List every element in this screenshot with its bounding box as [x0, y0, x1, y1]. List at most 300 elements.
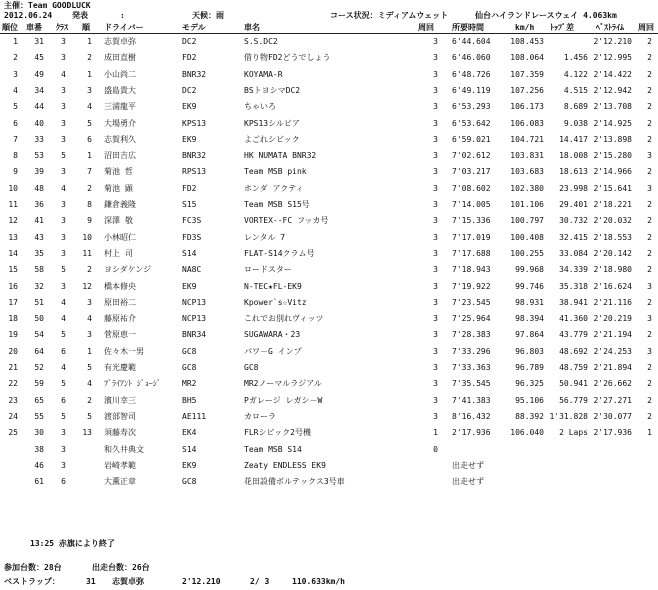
cell-model: EK4 [182, 428, 197, 438]
cell-no: 61 [34, 477, 44, 487]
cell-driver: 鎌倉義隆 [104, 200, 136, 209]
cell-no: 41 [34, 216, 44, 226]
table-row [0, 232, 658, 248]
cell-driver: 橋本修央 [104, 281, 136, 291]
cell-cls: 4 [61, 314, 66, 324]
cell-pos: 20 [8, 346, 18, 356]
cell-pos: 12 [8, 216, 18, 226]
cell-no: 53 [34, 151, 44, 161]
cell-driver: ﾌﾞﾗｲｱﾝﾄ ｼﾞｮｰｼﾞ [104, 379, 161, 389]
cell-best: 2'14.422 [593, 69, 632, 79]
cell-no: 40 [34, 118, 44, 128]
cell-model: S15 [182, 200, 197, 209]
best-lap-driver: 志賀卓弥 [112, 577, 144, 586]
cell-cpos: 3 [87, 297, 92, 307]
cell-pos: 25 [8, 428, 18, 438]
cell-bl: 2 [647, 265, 652, 275]
cell-pos: 2 [13, 53, 18, 63]
cell-no: 52 [34, 363, 44, 372]
cell-best: 2'12.942 [593, 85, 632, 95]
cell-cls: 3 [61, 134, 66, 144]
cell-kmh: 106.040 [510, 428, 544, 438]
cell-name: HK NUMATA BNR32 [244, 151, 317, 161]
announce-label: 発表 [72, 11, 88, 20]
cell-kmh: 102.380 [510, 183, 544, 193]
cell-no: 58 [34, 265, 44, 275]
cell-kmh: 96.789 [515, 363, 544, 372]
cell-time: 7'23.545 [452, 297, 491, 307]
cell-kmh: 106.173 [510, 102, 544, 112]
cell-cpos: 2 [87, 265, 92, 275]
cell-time: 7'15.336 [452, 216, 491, 226]
cell-name: Zeaty ENDLESS EK9 [244, 460, 326, 470]
cell-time: 8'16.432 [452, 411, 491, 421]
cell-name: パワ－G インプ [244, 346, 302, 356]
cell-laps: 3 [433, 200, 438, 209]
cell-best: 2'20.032 [593, 216, 632, 226]
cell-bl: 1 [647, 428, 652, 438]
cell-laps: 3 [433, 330, 438, 340]
col-class-pos: 順 [82, 23, 90, 32]
cell-gap: 32.415 [559, 232, 588, 242]
table-row [0, 427, 658, 443]
cell-cpos: 1 [87, 69, 92, 79]
cell-name: Kpower`s☆Vitz [244, 297, 307, 307]
cell-name: Team MSB pink [244, 167, 307, 177]
cell-cls: 5 [61, 330, 66, 340]
cell-model: FC3S [182, 216, 202, 226]
table-row [0, 460, 658, 476]
col-car-name: 車名 [244, 23, 260, 32]
cell-bl: 2 [647, 53, 652, 63]
table-row [0, 166, 658, 182]
cell-kmh: 108.064 [510, 53, 544, 63]
table-row [0, 297, 658, 313]
cell-cls: 5 [61, 265, 66, 275]
col-driver: ドライバー [104, 23, 144, 32]
cell-pos: 10 [8, 183, 18, 193]
cell-bl: 3 [647, 183, 652, 193]
cell-driver: 志賀卓弥 [104, 37, 136, 46]
cell-no: 32 [34, 281, 44, 291]
cell-pos: 22 [8, 379, 18, 389]
cell-laps: 3 [433, 85, 438, 95]
cell-laps: 3 [433, 102, 438, 112]
cell-time: 出走せず [452, 477, 484, 487]
cell-laps: 3 [433, 395, 438, 405]
cell-model: S14 [182, 444, 197, 454]
cell-cls: 3 [61, 444, 66, 454]
cell-no: 48 [34, 183, 44, 193]
table-row [0, 118, 658, 134]
cell-time: 出走せず [452, 460, 484, 470]
best-lap-label: ベストラップ： [4, 577, 60, 586]
table-row [0, 346, 658, 362]
cell-bl: 2 [647, 85, 652, 95]
cell-no: 44 [34, 102, 44, 112]
col-speed: km/h [515, 23, 535, 32]
cell-model: FD3S [182, 232, 202, 242]
table-row [0, 411, 658, 427]
cell-driver: 盛島貴大 [104, 85, 136, 95]
cell-best: 2'20.219 [593, 314, 632, 324]
cell-driver: 村上 司 [104, 248, 133, 258]
cell-cpos: 2 [87, 53, 92, 63]
cell-kmh: 104.721 [510, 134, 544, 144]
cell-time: 7'17.019 [452, 232, 491, 242]
cell-driver: 渡部智司 [104, 411, 136, 421]
cell-bl: 3 [647, 346, 652, 356]
cell-pos: 16 [8, 281, 18, 291]
cell-pos: 13 [8, 232, 18, 242]
cell-no: 65 [34, 395, 44, 405]
cell-cls: 5 [61, 411, 66, 421]
cell-model: FD2 [182, 183, 197, 193]
cell-cpos: 9 [87, 216, 92, 226]
cell-time: 7'35.545 [452, 379, 491, 389]
cell-driver: 藤原祐介 [104, 314, 136, 324]
cell-laps: 3 [433, 183, 438, 193]
cell-driver: 原田裕二 [104, 297, 136, 307]
cell-model: NCP13 [182, 297, 207, 307]
cell-gap: 4.122 [563, 69, 588, 79]
cell-laps: 3 [433, 37, 438, 46]
col-best-lap: ﾍﾞｽﾄﾗｲﾑ [596, 23, 624, 32]
cell-bl: 2 [647, 379, 652, 389]
best-lap-time: 2'12.210 [182, 577, 221, 586]
cell-driver: 菊池 顕 [104, 183, 133, 193]
cell-pos: 19 [8, 330, 18, 340]
cell-driver: 須藤寿次 [104, 428, 136, 438]
cell-no: 34 [34, 85, 44, 95]
cell-pos: 3 [13, 69, 18, 79]
cell-pos: 18 [8, 314, 18, 324]
cell-driver: 岩崎孝範 [104, 460, 136, 470]
col-best-lap-no: 周回 [638, 23, 654, 32]
cell-cpos: 4 [87, 379, 92, 389]
cell-name: GC8 [244, 363, 259, 372]
cell-best: 2'14.925 [593, 118, 632, 128]
cell-driver: 佐々木一男 [104, 346, 144, 356]
cell-cpos: 5 [87, 363, 92, 372]
cell-time: 7'14.005 [452, 200, 491, 209]
cell-name: Team MSB S14 [244, 444, 302, 454]
cell-time: 7'33.296 [452, 346, 491, 356]
cell-model: GC8 [182, 477, 197, 487]
cell-model: BH5 [182, 395, 197, 405]
cell-no: 49 [34, 69, 44, 79]
cell-cls: 3 [61, 428, 66, 438]
cell-no: 51 [34, 297, 44, 307]
best-lap-lap: 2/ 3 [250, 577, 270, 586]
cell-driver: 和久井典文 [104, 444, 144, 454]
cell-model: S14 [182, 248, 197, 258]
cell-best: 2'21.116 [593, 297, 632, 307]
cell-kmh: 100.408 [510, 232, 544, 242]
cell-time: 7'28.383 [452, 330, 491, 340]
time-separator: : [120, 11, 125, 20]
cell-laps: 3 [433, 232, 438, 242]
cell-laps: 3 [433, 265, 438, 275]
cell-cpos: 1 [87, 346, 92, 356]
cell-gap: 43.779 [559, 330, 588, 340]
cell-cls: 3 [61, 37, 66, 46]
cell-laps: 3 [433, 248, 438, 258]
cell-model: BNR34 [182, 330, 207, 340]
cell-driver: 濱川幸三 [104, 395, 136, 405]
cell-gap: 2 Laps [559, 428, 588, 438]
cell-name: ロードスター [244, 265, 292, 275]
table-row [0, 476, 658, 492]
cell-driver: 成田直樹 [104, 53, 136, 63]
cell-name: ちゃいろ [244, 102, 276, 112]
cell-cpos: 3 [87, 85, 92, 95]
cell-pos: 7 [13, 134, 18, 144]
col-car-no: 車番 [26, 23, 42, 32]
cell-cls: 4 [61, 69, 66, 79]
cell-cls: 3 [61, 281, 66, 291]
cell-kmh: 96.803 [515, 346, 544, 356]
cell-laps: 3 [433, 53, 438, 63]
cell-bl: 2 [647, 216, 652, 226]
cell-cpos: 1 [87, 151, 92, 161]
cell-kmh: 103.683 [510, 167, 544, 177]
cell-bl: 2 [647, 200, 652, 209]
cell-kmh: 100.797 [510, 216, 544, 226]
cell-model: GC8 [182, 363, 197, 372]
cell-kmh: 97.864 [515, 330, 544, 340]
cell-gap: 9.038 [563, 118, 588, 128]
cell-gap: 35.318 [559, 281, 588, 291]
table-row [0, 329, 658, 345]
cell-pos: 21 [8, 363, 18, 372]
cell-cpos: 13 [82, 428, 92, 438]
cell-name: これでお別れヴィッツ [244, 314, 324, 324]
cell-no: 54 [34, 330, 44, 340]
cell-pos: 17 [8, 297, 18, 307]
cell-cpos: 11 [82, 248, 92, 258]
cell-laps: 3 [433, 216, 438, 226]
cell-best: 2'12.995 [593, 53, 632, 63]
cell-name: KPS13シルビア [244, 118, 300, 128]
cell-kmh: 88.392 [515, 411, 544, 421]
cell-cpos: 8 [87, 200, 92, 209]
cell-pos: 4 [13, 85, 18, 95]
table-row [0, 199, 658, 215]
cell-bl: 2 [647, 297, 652, 307]
cell-kmh: 106.083 [510, 118, 544, 128]
cell-bl: 2 [647, 363, 652, 372]
cell-cpos: 5 [87, 118, 92, 128]
cell-model: RPS13 [182, 167, 207, 177]
col-class: ｸﾗｽ [56, 23, 68, 32]
cell-cls: 3 [61, 216, 66, 226]
cell-kmh: 100.255 [510, 248, 544, 258]
cell-no: 36 [34, 200, 44, 209]
table-row [0, 281, 658, 297]
cell-no: 38 [34, 444, 44, 454]
cell-best: 2'27.271 [593, 395, 632, 405]
cell-gap: 34.339 [559, 265, 588, 275]
cell-pos: 9 [13, 167, 18, 177]
starters-count: 出走台数：26台 [92, 563, 150, 572]
col-gap: ﾄｯﾌﾟ差 [550, 23, 574, 32]
cell-kmh: 96.325 [515, 379, 544, 389]
cell-model: EK9 [182, 134, 197, 144]
cell-model: KPS13 [182, 118, 207, 128]
cell-driver: 大薫正章 [104, 477, 136, 487]
cell-pos: 23 [8, 395, 18, 405]
cell-time: 7'19.922 [452, 281, 491, 291]
cell-model: MR2 [182, 379, 197, 389]
cell-name: SUGAWARA・23 [244, 330, 301, 340]
table-row [0, 215, 658, 231]
cell-driver: 三浦龍平 [104, 102, 136, 112]
cell-cpos: 2 [87, 395, 92, 405]
table-row [0, 134, 658, 150]
cell-cpos: 4 [87, 314, 92, 324]
cell-gap: 48.692 [559, 346, 588, 356]
cell-time: 6'53.293 [452, 102, 491, 112]
cell-best: 2'24.253 [593, 346, 632, 356]
cell-kmh: 95.106 [515, 395, 544, 405]
cell-gap: 30.732 [559, 216, 588, 226]
cell-bl: 2 [647, 118, 652, 128]
cell-name: Pガレージ レガシ－W [244, 395, 323, 405]
cell-cls: 4 [61, 297, 66, 307]
table-row [0, 183, 658, 199]
cell-pos: 15 [8, 265, 18, 275]
cell-gap: 14.417 [559, 134, 588, 144]
cell-laps: 3 [433, 379, 438, 389]
cell-pos: 14 [8, 248, 18, 258]
cell-time: 7'41.383 [452, 395, 491, 405]
cell-best: 2'21.194 [593, 330, 632, 340]
cell-model: BNR32 [182, 69, 207, 79]
cell-laps: 3 [433, 411, 438, 421]
cell-cls: 4 [61, 363, 66, 372]
cell-bl: 3 [647, 281, 652, 291]
cell-pos: 24 [8, 411, 18, 421]
cell-time: 7'02.612 [452, 151, 491, 161]
cell-time: 7'33.363 [452, 363, 491, 372]
cell-name: VORTEX--FC フッカ号 [244, 216, 329, 226]
cell-model: GC8 [182, 346, 197, 356]
cell-time: 7'17.688 [452, 248, 491, 258]
course-condition: コース状況：ミディアムウェット [330, 11, 449, 20]
cell-bl: 2 [647, 232, 652, 242]
cell-no: 39 [34, 167, 44, 177]
cell-laps: 3 [433, 167, 438, 177]
cell-name: カローラ [244, 411, 276, 421]
cell-cls: 3 [61, 460, 66, 470]
cell-bl: 3 [647, 151, 652, 161]
cell-kmh: 103.831 [510, 151, 544, 161]
cell-laps: 3 [433, 281, 438, 291]
table-row [0, 85, 658, 101]
cell-best: 2'18.221 [593, 200, 632, 209]
cell-bl: 2 [647, 395, 652, 405]
table-row [0, 69, 658, 85]
cell-best: 2'26.662 [593, 379, 632, 389]
cell-no: 30 [34, 428, 44, 438]
col-model: モデル [182, 23, 206, 32]
cell-driver: 菊池 哲 [104, 167, 133, 177]
cell-name: よごれシビック [244, 134, 300, 144]
cell-cls: 3 [61, 102, 66, 112]
cell-cpos: 3 [87, 330, 92, 340]
cell-time: 6'53.642 [452, 118, 491, 128]
cell-time: 6'59.021 [452, 134, 491, 144]
cell-cpos: 5 [87, 411, 92, 421]
table-row [0, 248, 658, 264]
cell-best: 2'14.966 [593, 167, 632, 177]
cell-bl: 2 [647, 411, 652, 421]
cell-name: N-TEC★FL-EK9 [244, 281, 302, 291]
cell-no: 64 [34, 346, 44, 356]
cell-bl: 2 [647, 69, 652, 79]
cell-no: 43 [34, 232, 44, 242]
cell-kmh: 107.359 [510, 69, 544, 79]
cell-model: EK9 [182, 460, 197, 470]
weather: 天候：雨 [192, 11, 224, 20]
cell-laps: 0 [433, 444, 438, 454]
col-total-time: 所要時間 [452, 23, 484, 32]
cell-gap: 18.613 [559, 167, 588, 177]
cell-cls: 5 [61, 151, 66, 161]
cell-best: 2'30.077 [593, 411, 632, 421]
cell-time: 6'46.060 [452, 53, 491, 63]
cell-kmh: 98.931 [515, 297, 544, 307]
cell-cls: 3 [61, 53, 66, 63]
cell-laps: 3 [433, 118, 438, 128]
cell-time: 7'03.217 [452, 167, 491, 177]
cell-kmh: 99.746 [515, 281, 544, 291]
cell-gap: 50.941 [559, 379, 588, 389]
cell-no: 46 [34, 460, 44, 470]
cell-time: 6'49.119 [452, 85, 491, 95]
cell-best: 2'20.142 [593, 248, 632, 258]
cell-no: 31 [34, 37, 44, 46]
cell-pos: 6 [13, 118, 18, 128]
entrants-count: 参加台数：28台 [4, 563, 62, 572]
cell-gap: 48.759 [559, 363, 588, 372]
cell-gap: 38.941 [559, 297, 588, 307]
cell-model: EK9 [182, 102, 197, 112]
cell-cpos: 6 [87, 134, 92, 144]
cell-model: NA8C [182, 265, 202, 275]
cell-name: 借り物FD2どうでしょう [244, 53, 331, 63]
cell-cls: 6 [61, 477, 66, 487]
cell-name: BSトヨシマDC2 [244, 85, 301, 95]
table-row [0, 362, 658, 378]
best-lap-speed: 110.633km/h [292, 577, 345, 586]
cell-kmh: 107.256 [510, 85, 544, 95]
cell-gap: 1.456 [563, 53, 588, 63]
col-laps: 周回 [418, 23, 434, 32]
cell-driver: 有光慶範 [104, 363, 136, 372]
cell-time: 2'17.936 [452, 428, 491, 438]
cell-laps: 3 [433, 151, 438, 161]
column-header-row [0, 22, 658, 34]
cell-driver: 小林昭仁 [104, 232, 136, 242]
cell-no: 33 [34, 134, 44, 144]
col-pos: 順位 [2, 23, 18, 32]
cell-cpos: 2 [87, 183, 92, 193]
cell-laps: 3 [433, 69, 438, 79]
organizer-line: 主催：Team GOODLUCK [4, 1, 91, 10]
cell-model: EK9 [182, 281, 197, 291]
